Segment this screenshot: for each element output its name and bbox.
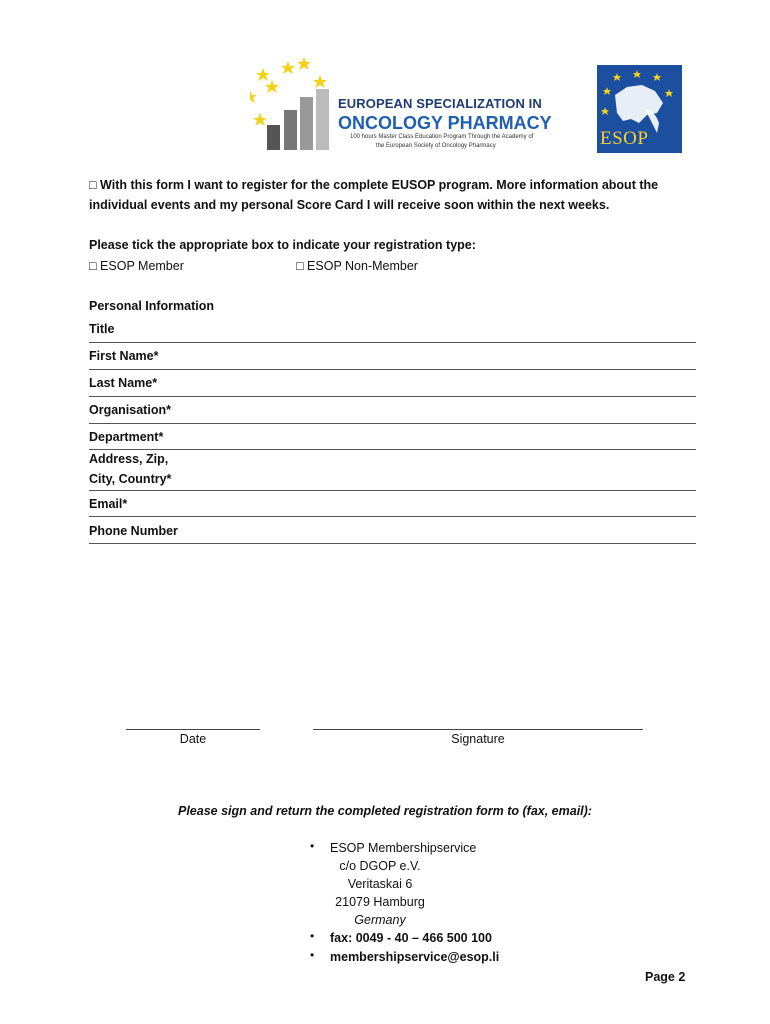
address-line5: Germany [354,913,406,927]
eusop-title-line1: EUROPEAN SPECIALIZATION IN [338,96,542,111]
organisation-field[interactable] [89,401,696,424]
option-esop-non-member[interactable] [296,256,418,276]
option-esop-member[interactable] [89,256,184,276]
first-name-label: First Name* [89,349,159,363]
eusop-title-line2: ONCOLOGY PHARMACY [338,113,552,133]
bar-3 [300,97,313,150]
address-line2: c/o DGOP e.V. [339,859,421,873]
title-field[interactable] [89,320,696,343]
intro-text-line2: individual events and my personal Score Card I will receive soon within the next weeks. [89,198,610,212]
last-name-field[interactable] [89,374,696,397]
title-label: Title [89,322,115,336]
address-label-line1: Address, Zip, [89,452,169,466]
registration-heading: Please tick the appropriate box to indicate your registration type: [89,238,476,252]
address-field[interactable] [89,449,696,491]
eusop-subtitle-line1: 100 hours Master Class Education Program Through the Academy of [350,134,534,140]
last-name-label: Last Name* [89,376,158,390]
fax-number: fax: 0049 - 40 – 466 500 100 [330,931,492,945]
address-line3: Veritaskai 6 [347,877,413,891]
phone-number-label: Phone Number [89,524,178,538]
esop-logo-text: ESOP [600,128,649,149]
bar-2 [284,110,297,150]
non-member-checkbox[interactable]: □ [296,259,304,273]
bullet-icon: • [310,839,315,853]
member-checkbox[interactable]: □ [89,259,97,273]
address-label-line2: City, Country* [89,472,172,486]
address-line1: ESOP Membershipservice [330,841,477,855]
phone-number-field[interactable] [89,522,696,544]
bullet-icon: • [310,929,315,943]
page-number: Page 2 [645,970,686,984]
intro-text-line1: With this form I want to register for the complete EUSOP program. More information about the [100,178,659,192]
bullet-icon: • [310,948,315,962]
return-instruction: Please sign and return the completed registration form to (fax, email): [178,804,592,818]
eusop-subtitle-line2: the European Society of Oncology Pharmacy [376,143,496,149]
email-label: Email* [89,497,128,511]
address-line4: 21079 Hamburg [335,895,425,909]
personal-info-heading: Personal Information [89,299,215,313]
date-label: Date [179,732,207,746]
bar-4 [316,89,329,150]
email-field[interactable] [89,495,696,517]
intro-checkbox[interactable]: □ [89,178,97,192]
department-field[interactable] [89,428,696,450]
non-member-label: ESOP Non-Member [307,259,418,273]
department-label: Department* [89,430,164,444]
member-label: ESOP Member [100,259,184,273]
signature-label: Signature [451,732,505,746]
first-name-field[interactable] [89,347,696,370]
contact-email[interactable]: membershipservice@esop.li [330,950,500,964]
intro-line1 [89,175,658,195]
organisation-label: Organisation* [89,403,171,417]
bar-1 [267,125,280,150]
